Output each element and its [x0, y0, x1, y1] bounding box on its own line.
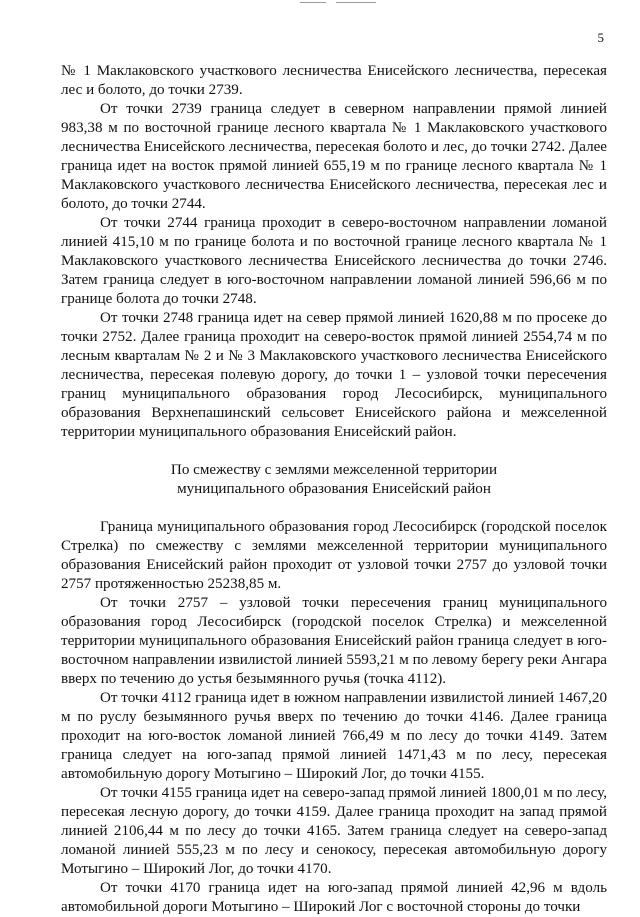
paragraph: От точки 2744 граница проходит в северо-восточном направлении ломаной линией 415,10 м по границе болота и по восточной границе лесного квартала № 1 Маклаковского участкового лесничества Енисейского лесничества до точки 2746. Затем граница следует в юго-восточном направлении ломаной линией 596,66 м по границе болота до точки 2748. — [61, 215, 607, 307]
scan-artifact-line — [300, 2, 326, 3]
document-body — [61, 62, 607, 917]
section-heading — [61, 461, 607, 499]
scan-artifact-line — [336, 2, 376, 3]
paragraph: От точки 4112 граница идет в южном направлении извилистой линией 1467,20 м по руслу безымянного ручья вверх по течению до точки 4146. Далее граница проходит на юго-восток ломаной линией 766,49 м по лесу до точки 4149. Затем граница следует на юго-запад прямой линией 1471,43 м по лесу, пересекая автомобильную дорогу Мотыгино – Широкий Лог, до точки 4155. — [61, 690, 607, 782]
paragraph: От точки 2757 – узловой точки пересечения границ муниципального образования город Лесосибирск (городской поселок Стрелка) и межселенной территории муниципального образования Енисейский район граница следует в юго-восточном направлении извилистой линией 5593,21 м по левому берегу реки Ангара вверх по течению до устья безымянного ручья (точка 4112). — [61, 595, 607, 687]
paragraph: От точки 2739 граница следует в северном направлении прямой линией 983,38 м по восточной границе лесного квартала № 1 Маклаковского участкового лесничества Енисейского лесничества, пересекая болото и лес, до точки 2742. Далее граница идет на восток прямой линией 655,19 м по границе лесного квартала № 1 Маклаковского участкового лесничества Енисейского лесничества, пересекая лес и болото, до точки 2744. — [61, 101, 607, 212]
paragraph: От точки 4170 граница идет на юго-запад прямой линией 42,96 м вдоль автомобильной дороги Мотыгино – Широкий Лог с восточной стороны до точки — [61, 880, 607, 915]
section-heading-line: муниципального образования Енисейский район — [177, 481, 491, 497]
paragraph: От точки 2748 граница идет на север прямой линией 1620,88 м по просеке до точки 2752. Далее граница проходит на северо-восток прямой линией 2554,74 м по лесным кварталам № 2 и № 3 Маклаковского участкового лесничества Енисейского лесничества, пересекая полевую дорогу, до точки 1 – узловой точки пересечения границ муниципального образования город Лесосибирск, муниципального образования Верхнепашинский сельсовет Енисейского района и межселенной территории муниципального образования Енисейский район. — [61, 310, 607, 440]
paragraph: Граница муниципального образования город Лесосибирск (городской поселок Стрелка) по смежеству с землями межселенной территории муниципального образования Енисейский район проходит от узловой точки 2757 до узловой точки 2757 протяженностью 25238,85 м. — [61, 519, 607, 592]
paragraph: От точки 4155 граница идет на северо-запад прямой линией 1800,01 м по лесу, пересекая лесную дорогу, до точки 4159. Далее граница проходит на запад прямой линией 2106,44 м по лесу до точки 4165. Затем граница следует на северо-запад ломаной линией 555,23 м по лесу и сенокосу, пересекая автомобильную дорогу Мотыгино – Широкий Лог, до точки 4170. — [61, 785, 607, 877]
section-heading-line: По смежеству с землями межселенной территории — [170, 462, 498, 478]
page-number: 5 — [597, 30, 604, 45]
paragraph: № 1 Маклаковского участкового лесничества Енисейского лесничества, пересекая лес и болото, до точки 2739. — [61, 63, 607, 98]
